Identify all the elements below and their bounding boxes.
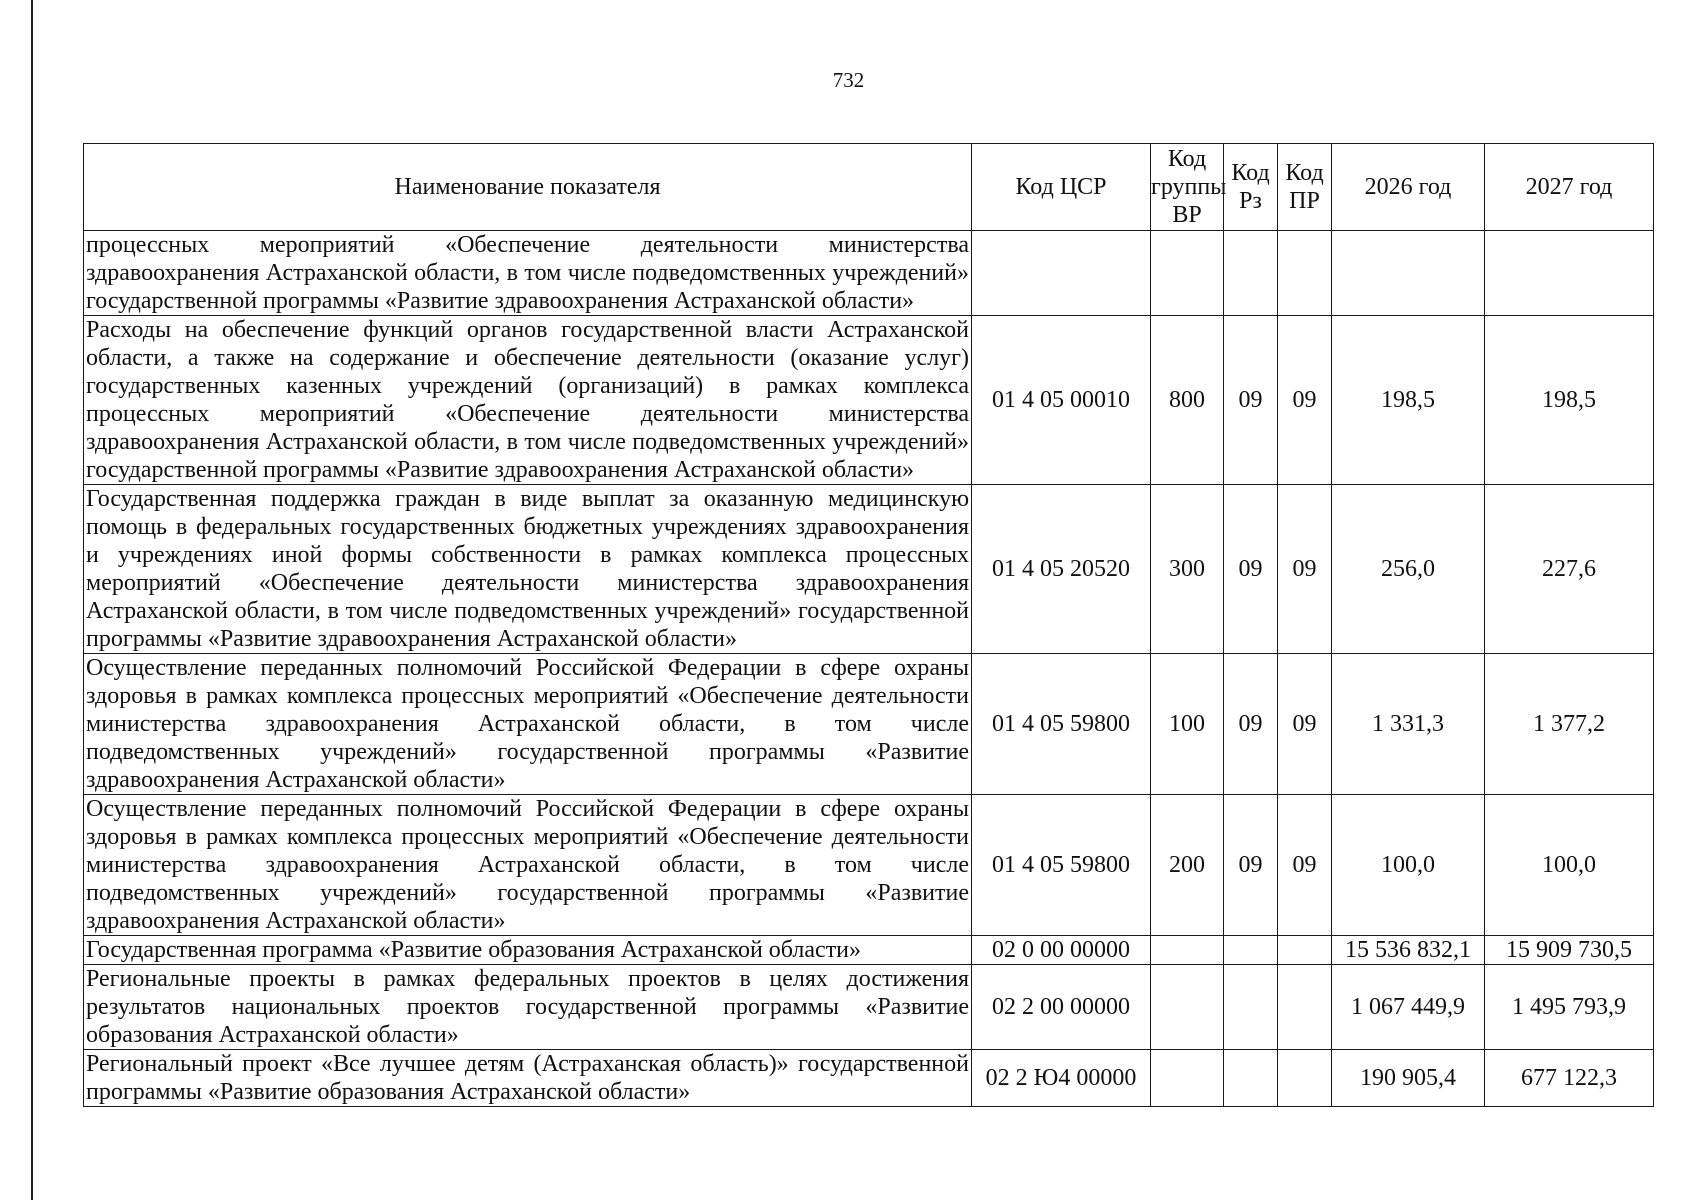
header-name: Наименование показателя <box>84 144 972 231</box>
row-value-2026: 256,0 <box>1332 485 1485 654</box>
budget-table <box>83 143 1654 1107</box>
row-csr-code: 02 0 00 00000 <box>972 936 1151 965</box>
row-name: Государственная программа «Развитие образования Астраханской области» <box>84 936 972 965</box>
row-name: Региональные проекты в рамках федеральных проектов в целях достижения результатов национальных проектов государственной программы «Развитие образования Астраханской области» <box>84 965 972 1050</box>
row-value-2026: 15 536 832,1 <box>1332 936 1485 965</box>
header-pr-code: Код ПР <box>1278 144 1332 231</box>
table-row <box>84 654 1654 795</box>
table-row <box>84 231 1654 316</box>
row-value-2027: 100,0 <box>1485 795 1654 936</box>
row-pr-code: 09 <box>1278 795 1332 936</box>
table-row <box>84 936 1654 965</box>
row-value-2027: 198,5 <box>1485 316 1654 485</box>
header-csr-code: Код ЦСР <box>972 144 1151 231</box>
row-csr-code: 01 4 05 59800 <box>972 795 1151 936</box>
header-rz-code: Код Рз <box>1224 144 1278 231</box>
table-header-row <box>84 144 1654 231</box>
row-rz-code: 09 <box>1224 654 1278 795</box>
row-value-2027 <box>1485 231 1654 316</box>
row-name: Государственная поддержка граждан в виде выплат за оказанную медицинскую помощь в федеральных государственных бюджетных учреждениях здравоохранения и учреждениях иной формы собственности в рамках комплекса процессных мероприятий «Обеспечение деятельности министерства здравоохранения Астраханской области, в том числе подведомственных учреждений» государственной программы «Развитие здравоохранения Астраханской области» <box>84 485 972 654</box>
row-rz-code: 09 <box>1224 795 1278 936</box>
row-name: Расходы на обеспечение функций органов государственной власти Астраханской области, а также на содержание и обеспечение деятельности (оказание услуг) государственных казенных учреждений (организаций) в рамках комплекса процессных мероприятий «Обеспечение деятельности министерства здравоохранения Астраханской области, в том числе подведомственных учреждений» государственной программы «Развитие здравоохранения Астраханской области» <box>84 316 972 485</box>
row-vr-code: 200 <box>1151 795 1224 936</box>
table-row <box>84 1050 1654 1107</box>
table-row <box>84 316 1654 485</box>
row-rz-code <box>1224 1050 1278 1107</box>
row-value-2026: 1 067 449,9 <box>1332 965 1485 1050</box>
binding-margin-line <box>31 0 33 1200</box>
table-row <box>84 965 1654 1050</box>
row-rz-code <box>1224 936 1278 965</box>
row-rz-code <box>1224 965 1278 1050</box>
row-value-2026: 1 331,3 <box>1332 654 1485 795</box>
row-csr-code: 02 2 Ю4 00000 <box>972 1050 1151 1107</box>
row-name: процессных мероприятий «Обеспечение деятельности министерства здравоохранения Астраханской области, в том числе подведомственных учреждений» государственной программы «Развитие здравоохранения Астраханской области» <box>84 231 972 316</box>
row-value-2027: 15 909 730,5 <box>1485 936 1654 965</box>
row-value-2027: 227,6 <box>1485 485 1654 654</box>
row-vr-code: 100 <box>1151 654 1224 795</box>
row-pr-code: 09 <box>1278 654 1332 795</box>
row-value-2026: 190 905,4 <box>1332 1050 1485 1107</box>
row-vr-code <box>1151 965 1224 1050</box>
row-value-2027: 1 377,2 <box>1485 654 1654 795</box>
row-rz-code: 09 <box>1224 485 1278 654</box>
row-csr-code: 01 4 05 59800 <box>972 654 1151 795</box>
row-value-2026: 100,0 <box>1332 795 1485 936</box>
row-value-2027: 677 122,3 <box>1485 1050 1654 1107</box>
row-pr-code: 09 <box>1278 485 1332 654</box>
row-csr-code <box>972 231 1151 316</box>
row-vr-code <box>1151 1050 1224 1107</box>
row-name: Региональный проект «Все лучшее детям (Астраханская область)» государственной программы «Развитие образования Астраханской области» <box>84 1050 972 1107</box>
row-pr-code <box>1278 231 1332 316</box>
row-name: Осуществление переданных полномочий Российской Федерации в сфере охраны здоровья в рамках комплекса процессных мероприятий «Обеспечение деятельности министерства здравоохранения Астраханской области, в том числе подведомственных учреждений» государственной программы «Развитие здравоохранения Астраханской области» <box>84 654 972 795</box>
row-vr-code: 300 <box>1151 485 1224 654</box>
header-year-2027: 2027 год <box>1485 144 1654 231</box>
row-csr-code: 01 4 05 20520 <box>972 485 1151 654</box>
row-pr-code <box>1278 1050 1332 1107</box>
row-csr-code: 02 2 00 00000 <box>972 965 1151 1050</box>
row-vr-code <box>1151 936 1224 965</box>
row-rz-code <box>1224 231 1278 316</box>
row-value-2027: 1 495 793,9 <box>1485 965 1654 1050</box>
row-pr-code <box>1278 965 1332 1050</box>
row-value-2026 <box>1332 231 1485 316</box>
row-pr-code: 09 <box>1278 316 1332 485</box>
header-year-2026: 2026 год <box>1332 144 1485 231</box>
table-row <box>84 485 1654 654</box>
row-vr-code: 800 <box>1151 316 1224 485</box>
header-vr-group-code: Код группы ВР <box>1151 144 1224 231</box>
row-vr-code <box>1151 231 1224 316</box>
row-value-2026: 198,5 <box>1332 316 1485 485</box>
page-number: 732 <box>832 68 865 92</box>
row-rz-code: 09 <box>1224 316 1278 485</box>
table-row <box>84 795 1654 936</box>
row-csr-code: 01 4 05 00010 <box>972 316 1151 485</box>
row-pr-code <box>1278 936 1332 965</box>
row-name: Осуществление переданных полномочий Российской Федерации в сфере охраны здоровья в рамках комплекса процессных мероприятий «Обеспечение деятельности министерства здравоохранения Астраханской области, в том числе подведомственных учреждений» государственной программы «Развитие здравоохранения Астраханской области» <box>84 795 972 936</box>
